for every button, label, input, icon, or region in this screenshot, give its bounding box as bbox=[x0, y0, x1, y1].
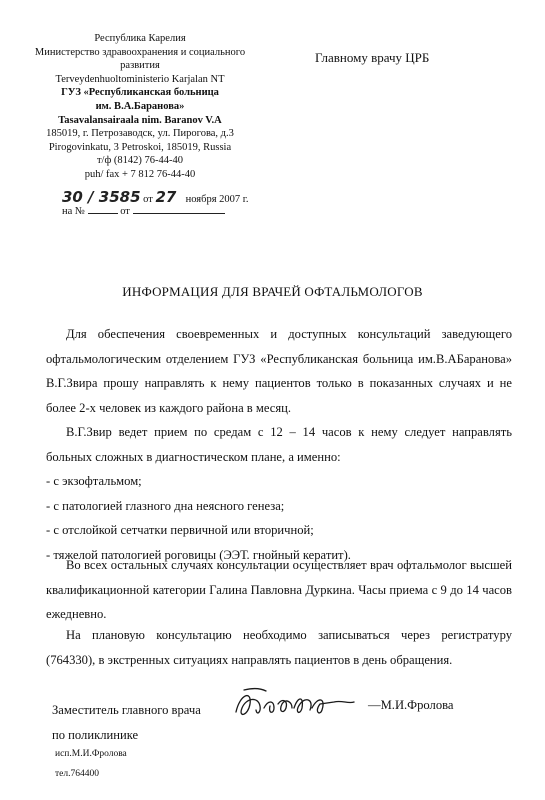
list-item: - с отслойкой сетчатки первичной или вторичной; bbox=[46, 523, 314, 537]
letterhead-address-finnish: Pirogovinkatu, 3 Petroskoi, 185019, Russia bbox=[48, 141, 232, 153]
letterhead-phone: т/ф (8142) 76-44-40 bbox=[96, 155, 184, 167]
outgoing-from-label: от bbox=[143, 194, 153, 205]
list-item: - с экзофтальмом; bbox=[46, 474, 142, 488]
handwritten-signature bbox=[230, 682, 370, 726]
paragraph-reception bbox=[46, 420, 512, 567]
letterhead-address: 185019, г. Петрозаводск, ул. Пирогова, д.3 bbox=[46, 128, 234, 140]
paragraph-consultations bbox=[46, 322, 512, 420]
signatory-role-line2: по поликлинике bbox=[52, 727, 139, 742]
reference-number-blank bbox=[88, 204, 118, 214]
document-title: ИНФОРМАЦИЯ ДЛЯ ВРАЧЕЙ ОФТАЛЬМОЛОГОВ bbox=[122, 284, 423, 299]
signatory-name: —М.И.Фролова bbox=[368, 698, 454, 712]
letterhead-hospital-name: им. В.А.Баранова» bbox=[95, 100, 185, 112]
reference-from-label: от bbox=[120, 206, 130, 217]
executor-phone: тел.764400 bbox=[55, 769, 99, 779]
reference-line bbox=[62, 204, 225, 217]
paragraph-1-text: Для обеспечения своевременных и доступных консультаций заведующего офтальмологическим отделением ГУЗ «Республиканская больница им.В.АБаранова» В.Г.Звира прошу направлять к нему пациентов только в показанных случаях и не более 2-х человек из каждого района в месяц. bbox=[46, 327, 512, 415]
paragraph-other-cases bbox=[46, 553, 512, 627]
letterhead-hospital-finnish: Tasavalansairaala nim. Baranov V.A bbox=[58, 114, 222, 126]
letterhead bbox=[20, 32, 260, 182]
executor-block bbox=[55, 744, 127, 784]
paragraph-2-text: В.Г.Звир ведет прием по средам с 12 – 14 часов к нему следует направлять больных сложных в диагностическом плане, а именно: bbox=[46, 425, 512, 464]
reference-label: на № bbox=[62, 206, 85, 217]
addressee: Главному врачу ЦРБ bbox=[315, 50, 430, 65]
letterhead-ministry-finnish: Terveydenhuoltoministerio Karjalan NT bbox=[55, 73, 225, 85]
outgoing-number: 30 / 3585 bbox=[62, 188, 141, 206]
outgoing-month-year: ноября 2007 г. bbox=[185, 194, 249, 205]
letterhead-ministry-cont: развития bbox=[120, 60, 160, 72]
list-item: - тяжелой патологией роговицы (ЭЭТ. гнойный кератит). bbox=[46, 547, 351, 562]
letterhead-ministry: Министерство здравоохранения и социального bbox=[34, 46, 246, 58]
paragraph-4-text: На плановую консультацию необходимо записываться через регистратуру (764330), в экстренных ситуациях направлять пациентов в день обращения. bbox=[46, 628, 512, 667]
signatory-role bbox=[52, 698, 201, 747]
paragraph-registration bbox=[46, 623, 512, 672]
letterhead-republic: Республика Карелия bbox=[94, 33, 186, 44]
letterhead-fax: puh/ fax + 7 812 76-44-40 bbox=[84, 168, 196, 180]
letterhead-hospital: ГУЗ «Республиканская больница bbox=[61, 87, 219, 99]
outgoing-day: 27 bbox=[155, 188, 177, 206]
signatory-role-line1: Заместитель главного врача bbox=[52, 703, 201, 717]
executor-name: исп.М.И.Фролова bbox=[55, 749, 127, 759]
paragraph-3-text: Во всех остальных случаях консультации осуществляет врач офтальмолог высшей квалификационной категории Галина Павловна Дуркина. Часы приема с 9 до 14 часов ежедневно. bbox=[46, 558, 512, 621]
reference-date-blank bbox=[133, 204, 225, 214]
list-item: - с патологией глазного дна неясного генеза; bbox=[46, 498, 285, 513]
